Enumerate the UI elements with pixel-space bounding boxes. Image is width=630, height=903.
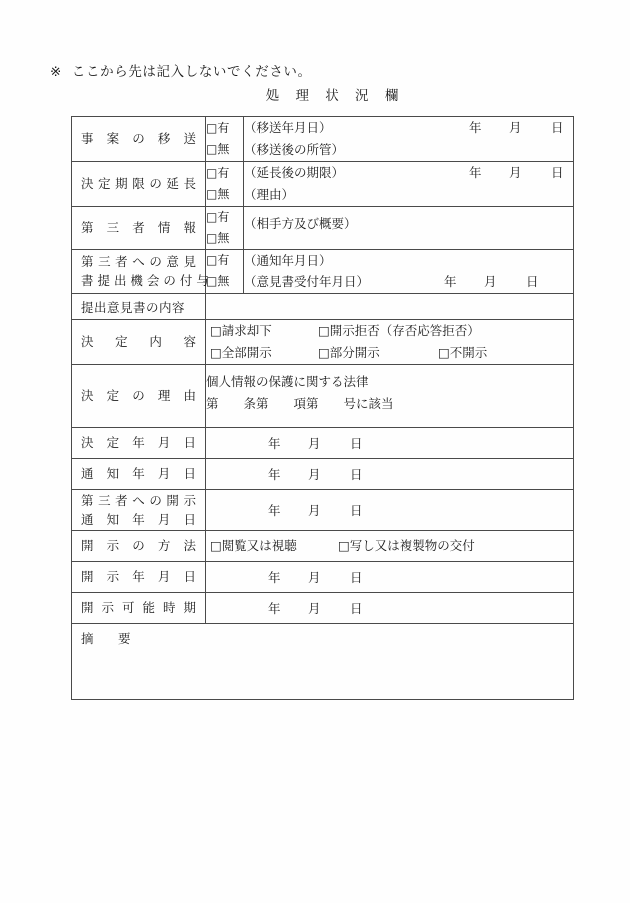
table-row <box>72 294 574 320</box>
row-body-third-party-notice-date[interactable] <box>206 490 574 531</box>
year-label: 年 <box>268 436 281 451</box>
row-body-third-party-opinion[interactable] <box>244 249 574 294</box>
transfer-date-line <box>244 117 573 139</box>
month-label: 月 <box>308 467 321 482</box>
day-label: 日 <box>350 436 363 451</box>
date-placeholder[interactable] <box>206 501 573 519</box>
checkbox-yes[interactable]: □有 <box>206 120 230 135</box>
date-placeholder[interactable] <box>206 568 573 586</box>
notice-date-line <box>244 250 573 272</box>
row-label-disclosure-method <box>72 531 206 562</box>
option-disclosure-refused[interactable]: □開示拒否（存否応答拒否） <box>318 323 480 339</box>
row-body-decision-content[interactable] <box>206 320 574 365</box>
header-note <box>50 60 312 80</box>
month-label: 月 <box>509 120 522 135</box>
table-row <box>72 320 574 365</box>
checkbox-group-transfer[interactable] <box>206 117 244 162</box>
row-label-third-party-notice-date <box>72 490 206 531</box>
day-label: 日 <box>350 503 363 518</box>
option-non-disclosure[interactable]: □不開示 <box>438 345 488 361</box>
year-label: 年 <box>268 467 281 482</box>
checkbox-no[interactable]: □無 <box>206 186 230 201</box>
date-placeholder[interactable] <box>206 465 573 483</box>
checkbox-yes[interactable]: □有 <box>206 209 230 224</box>
date-placeholder[interactable] <box>444 271 539 293</box>
row-label-decision-content <box>72 320 206 365</box>
row-body-disclosure-method[interactable] <box>206 531 574 562</box>
day-label: 日 <box>350 601 363 616</box>
decision-options-row-1 <box>210 320 573 342</box>
table-row <box>72 206 574 249</box>
disclosure-method-options <box>210 535 573 557</box>
option-partial-disclosure[interactable]: □部分開示 <box>318 345 380 361</box>
label-text: 決 定 年 月 日 <box>81 435 196 451</box>
notice-date-caption: （通知年月日） <box>244 252 332 268</box>
row-label-third-party-info <box>72 206 206 249</box>
checkbox-yes[interactable]: □有 <box>206 165 230 180</box>
date-placeholder[interactable] <box>206 599 573 617</box>
month-label: 月 <box>308 436 321 451</box>
table-row <box>72 624 574 700</box>
month-label: 月 <box>308 570 321 585</box>
label-text: 開 示 年 月 日 <box>81 569 196 585</box>
checkbox-no[interactable]: □無 <box>206 274 230 289</box>
table-row <box>72 593 574 624</box>
date-placeholder[interactable] <box>469 162 564 184</box>
month-label: 月 <box>484 274 497 290</box>
year-label: 年 <box>469 120 482 135</box>
year-label: 年 <box>268 570 281 585</box>
checkbox-group-third-party-opinion[interactable] <box>206 249 244 294</box>
row-body-decision-reason[interactable] <box>206 365 574 428</box>
checkbox-group-third-party-info[interactable] <box>206 206 244 249</box>
label-text <box>72 252 209 291</box>
row-label-decision-date <box>72 428 206 459</box>
opinion-received-caption: （意見書受付年月日） <box>244 274 370 290</box>
checkbox-group-extension[interactable] <box>206 161 244 206</box>
row-body-disclosure-date[interactable] <box>206 562 574 593</box>
transfer-jurisdiction-line <box>244 139 573 161</box>
label-text: 決 定 期 限 の 延 長 <box>81 175 196 191</box>
processing-status-table <box>71 116 574 700</box>
table-row <box>72 531 574 562</box>
summary-label: 摘 要 <box>81 631 137 646</box>
day-label: 日 <box>350 467 363 482</box>
transfer-jurisdiction-caption: （移送後の所管） <box>244 141 345 157</box>
year-label: 年 <box>268 601 281 616</box>
row-body-decision-date[interactable] <box>206 428 574 459</box>
row-body-notice-date[interactable] <box>206 459 574 490</box>
month-label: 月 <box>308 601 321 616</box>
row-label-extension <box>72 161 206 206</box>
year-label: 年 <box>469 164 482 180</box>
label-text: 決 定 内 容 <box>81 334 196 350</box>
checkbox-no[interactable]: □無 <box>206 141 230 156</box>
label-line-2: 通 知 年 月 日 <box>81 512 196 527</box>
day-label: 日 <box>551 120 564 135</box>
checkbox-no[interactable]: □無 <box>206 230 230 245</box>
label-line-1: 第 三 者 へ の 開 示 <box>81 492 196 508</box>
option-inspection-or-viewing[interactable]: □閲覧又は視聴 <box>210 538 297 554</box>
label-text: 開 示 の 方 法 <box>81 538 196 554</box>
label-text <box>72 491 205 530</box>
row-body-submitted-opinion[interactable] <box>206 294 574 320</box>
extension-deadline-caption: （延長後の期限） <box>244 164 345 180</box>
table-row <box>72 161 574 206</box>
year-label: 年 <box>268 503 281 518</box>
row-label-notice-date <box>72 459 206 490</box>
row-summary[interactable] <box>72 624 574 700</box>
extension-reason-caption: （理由） <box>244 186 295 202</box>
row-label-submitted-opinion <box>72 294 206 320</box>
table-row <box>72 562 574 593</box>
label-text: 事 案 の 移 送 <box>81 131 196 147</box>
table-row <box>72 428 574 459</box>
law-name-line: 個人情報の保護に関する法律 <box>206 374 369 389</box>
label-text: 開 示 可 能 時 期 <box>81 600 196 616</box>
label-text: 第 三 者 情 報 <box>81 219 196 235</box>
option-request-dismissed[interactable]: □請求却下 <box>210 323 272 339</box>
third-party-summary-line <box>244 213 573 235</box>
label-line-1: 第 三 者 へ の 意 見 <box>81 254 196 269</box>
table-row <box>72 490 574 531</box>
row-body-available-period[interactable] <box>206 593 574 624</box>
row-label-decision-reason <box>72 365 206 428</box>
table-row <box>72 117 574 162</box>
extension-reason-line <box>244 184 573 206</box>
row-body-third-party-info[interactable] <box>244 206 574 249</box>
transfer-date-caption: （移送年月日） <box>244 120 332 135</box>
table-row <box>72 459 574 490</box>
opinion-received-line <box>244 271 573 293</box>
row-label-third-party-opinion <box>72 249 209 294</box>
note-text: ここから先は記入しないでください。 <box>71 64 312 80</box>
day-label: 日 <box>551 164 564 180</box>
day-label: 日 <box>526 274 539 290</box>
label-text: 決 定 の 理 由 <box>81 388 196 404</box>
option-copy-delivery[interactable]: □写し又は複製物の交付 <box>338 538 475 554</box>
row-body-transfer[interactable] <box>244 117 574 162</box>
third-party-summary-caption: （相手方及び概要） <box>244 215 357 231</box>
checkbox-yes[interactable]: □有 <box>206 253 230 268</box>
table-row <box>72 249 574 294</box>
month-label: 月 <box>308 503 321 518</box>
law-article-line[interactable]: 第 条第 項第 号に該当 <box>206 395 394 411</box>
table-row <box>72 365 574 428</box>
row-label-disclosure-date <box>72 562 206 593</box>
label-text: 提出意見書の内容 <box>81 299 186 315</box>
label-line-2: 書 提 出 機 会 の 付 与 <box>81 273 209 289</box>
extension-deadline-line <box>244 162 573 184</box>
row-body-extension[interactable] <box>244 161 574 206</box>
year-label: 年 <box>444 274 457 290</box>
month-label: 月 <box>509 164 522 180</box>
label-text: 通 知 年 月 日 <box>81 466 196 482</box>
note-mark-icon: ※ <box>50 64 62 80</box>
page-title: 処 理 状 況 欄 <box>265 88 405 104</box>
option-full-disclosure[interactable]: □全部開示 <box>210 345 272 361</box>
date-placeholder[interactable] <box>206 434 573 452</box>
row-label-available-period <box>72 593 206 624</box>
row-label-transfer <box>72 117 206 162</box>
day-label: 日 <box>350 570 363 585</box>
date-placeholder[interactable] <box>469 117 564 139</box>
decision-options-row-2 <box>210 342 573 364</box>
